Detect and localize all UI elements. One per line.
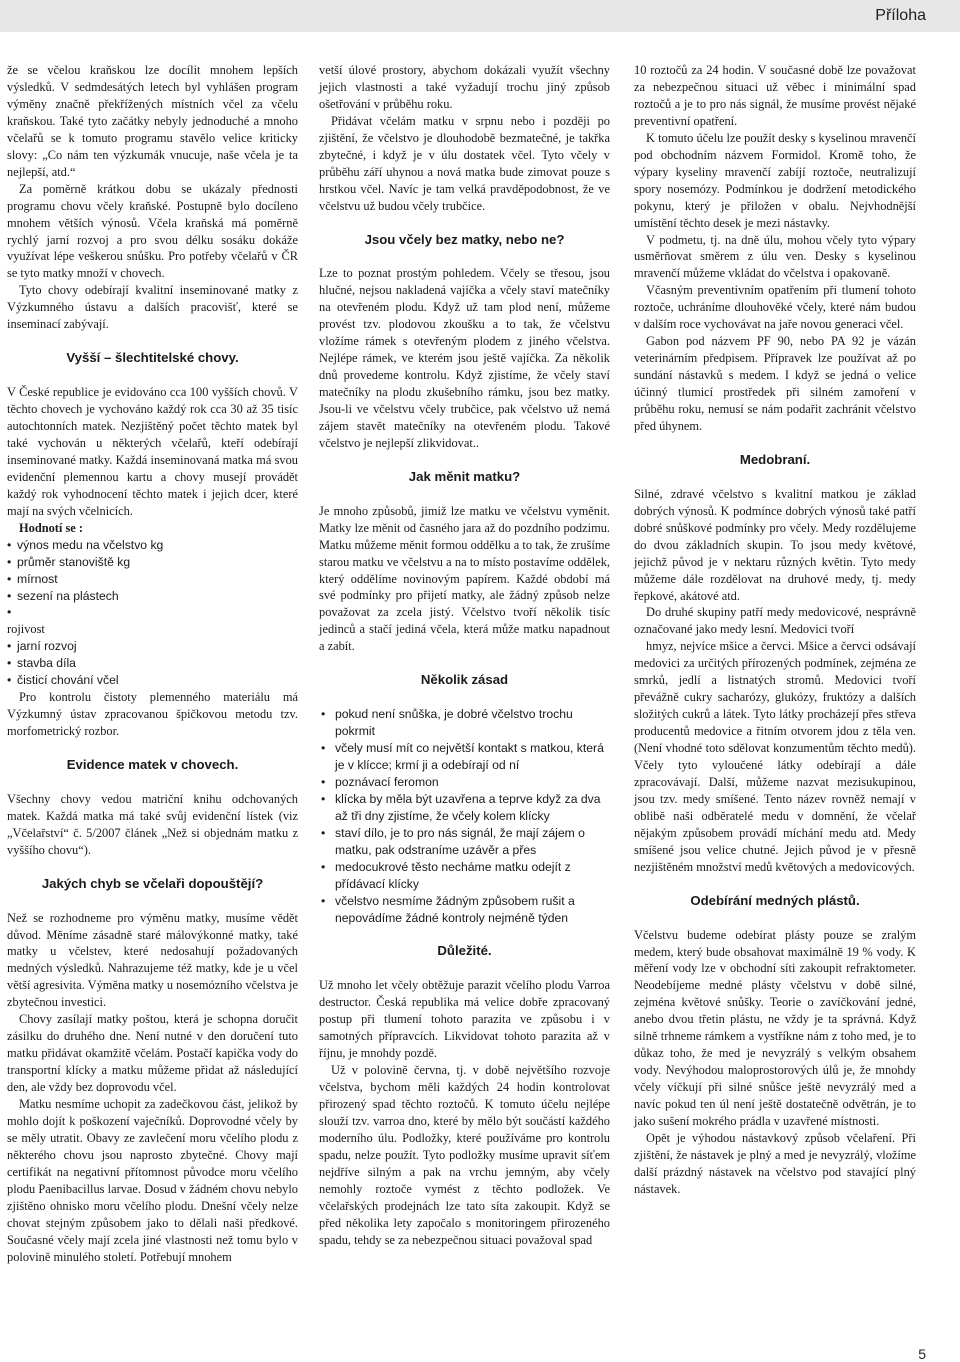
paragraph: Než se rozhodneme pro výměnu matky, musíme vědět důvod. Měníme zásadně staré málovýkonné matky, také matky u včelstev, které nedosahují požadovaných medných výsledků. Nahrazujeme též matky, kde je u včel větší agresivita. Výměna matky u nosemózního včelstva je zbytečnou investici. bbox=[7, 910, 298, 1010]
column-2 bbox=[319, 62, 610, 1249]
section-heading: Jsou včely bez matky, nebo ne? bbox=[364, 231, 565, 247]
section-heading: Evidence matek v chovech. bbox=[66, 757, 239, 773]
criteria-list-2 bbox=[7, 638, 298, 689]
section-heading: Odebírání medných plástů. bbox=[690, 892, 860, 908]
list-item: • poznávací feromon bbox=[319, 774, 610, 791]
section-heading: Vyšší – šlechtitelské chovy. bbox=[66, 350, 239, 366]
list-item: • jarní rozvoj bbox=[7, 638, 298, 655]
paragraph: že se včelou kraňskou lze docílit mnohem lepších výsledků. V sedmdesátých letech byl vyhlášen program výměny značně překřížených místních včel za včelu kraňskou. Také tyto začátky nebyly jednoduché a mnoho včelařů se k tomuto programu stavělo velice kriticky slovy: „Co nám ten výzkumák vnucuje, naše včela je ta nejlepší, atd.“ bbox=[7, 63, 298, 179]
paragraph: Pro kontrolu čistoty plemenného materiálu má Výzkumný ústav zpracovanou špičkovou metodu tzv. morfometrický rozbor. bbox=[7, 690, 298, 739]
paragraph: Už mnoho let včely obtěžuje parazit včelího plodu Varroa destructor. Česká republika má velice dobře zpracovaný postup při tlumení tohoto parazita ve způsobu i v samotných přípravcích. Likvidovat tohoto parazita až v říjnu, je mnohdy pozdě. bbox=[319, 978, 610, 1061]
list-item: • pokud není snůška, je dobré včelstvo trochu pokrmit bbox=[319, 706, 610, 740]
list-item: • medocukrové těsto necháme matku odejít z přídávací klícky bbox=[319, 859, 610, 893]
paragraph: Matku nesmíme uchopit za zadečkovou část, jelikož by mohlo dojít k poškození vaječníků. Doprovodné včely by se měly utratit. Obavy ze zavlečení moru včelího plodu z některého chovu jsou naprosto zbytečné. Chovy mají certifikát na negativní přítomnost původce moru včelího plodu Paenibacillus larvae. Dosud v žádném chovu nebylo zjištěno ohnisko moru včelího plodu. Dnešní včely nelze chovat stejným způsobem jako to dělali naši předkové. Současné včely mají zcela jiné vlastnosti než tomu bylo v polovině minulého století. Potřebují mnohem bbox=[7, 1097, 298, 1264]
criteria-label: Hodnotí se : bbox=[19, 520, 84, 535]
list-item: • výnos medu na včelstvo kg bbox=[7, 537, 298, 554]
list-item: • průměr stanoviště kg bbox=[7, 554, 298, 571]
paragraph: Všechny chovy vedou matriční knihu odchovaných matek. Každá matka má také svůj evidenční lístek (viz „Včelařství“ č. 5/2007 článek „Než si objednám matku z vyššího chovu“). bbox=[7, 791, 298, 857]
page-number: 5 bbox=[918, 1346, 926, 1362]
paragraph: Lze to poznat prostým pohledem. Včely se třesou, jsou hlučné, nejsou nakladená vajíčka a včely staví matečníky na otevřeném plodu. Když už tam plod není, můžeme provést tzv. plodovou zkoušku a to tak, že včelstvu vložíme rámek s otevřeným plodem z jiného včelstva. Nejlépe rámek, ve kterém jsou ještě vajíčka. Za několik dnů provedeme kontrolu. Když zjistíme, že včely staví matečníky na plodu zkušebního rámku, jsou bez matky. Jsou-li ve včelstvu včely trubčice, pak včelstvo už nemá zájem stavět matečníky na otevřeném plodu. Takové včelstvo je nejlepší zlikvidovat.. bbox=[319, 266, 610, 450]
paragraph: 10 roztočů za 24 hodin. V současné době lze považovat za nebezpečnou situaci už věbec i minimální spad roztočů a je to pro nás signál, že musíme provést nějaké preventivní opatření. bbox=[634, 63, 916, 128]
paragraph: Chovy zasílají matky poštou, která je schopna doručit zásilku do druhého dne. Není nutné v den doručení tuto matku přidávat okamžitě včelám. Postačí kapička vody do transportní klícky a matku můžeme přidat až následující den, ale vždy bez doprovodu včel. bbox=[7, 1012, 298, 1095]
principles-list bbox=[319, 706, 610, 926]
paragraph: Do druhé skupiny patří medy medovicové, nesprávně označované jako medy lesní. Medovici tvoří bbox=[634, 605, 916, 637]
list-item bbox=[7, 604, 298, 621]
list-item: • klícka by měla být uzavřena a teprve když za dva až tři dny zjistíme, že včely kolem klícky bbox=[319, 791, 610, 825]
paragraph: V České republice je evidováno cca 100 vyšších chovů. V těchto chovech je vychováno každý rok cca 30 až 35 tisíc autochtonních matek. Nezjištěný počet těchto matek byl také vychován u některých včelařů, kteří odebírají inseminované matky. Každá inseminovaná matka má svou evidenční plemennou kartu a chovy musejí provádět každý rok vyhodnocení těchto matek i jejich dcer, které mají na svých včelnicích. bbox=[7, 385, 298, 518]
paragraph: Je mnoho způsobů, jimiž lze matku ve včelstvu vyměnit. Matky lze měnit od časného jara až do pozdního podzimu. Matku můžeme měnit formou oddělku a to tak, že zrušíme starou matku ve včelstvu a na to místo postavíme oddělek, který oddělíme novinovým papírem. Každé období má své podmínky pro přijetí matky, ale žádný způsob nelze považovat za zcela jistý. Včelstvo tvoří několik tisíc jedinců a stačí jediná včela, která může matku napadnout a zabít. bbox=[319, 503, 610, 654]
section-heading: Jakých chyb se včelaři dopouštějí? bbox=[41, 875, 264, 891]
paragraph: vetší úlové prostory, abychom dokázali využít všechny jejich vlastnosti a také vyžadují trochu jiný způsob ošetřování v průběhu roku. bbox=[319, 63, 610, 111]
section-heading: Několik zásad bbox=[420, 672, 509, 688]
list-item: • čisticí chování včel bbox=[7, 672, 298, 689]
paragraph: K tomuto účelu lze použít desky s kyselinou mravenčí pod obchodním názvem Formidol. Kromě toho, že výpary kyseliny mravenčí zabíjí roztoče, neutralizují spory nosemózy. Podmínkou je dodržení metodického pokynu, který je přiložen v obalu. Nejvhodnější umístění těchto desek je mezi nástavky. bbox=[634, 130, 916, 230]
list-item: • včely musí mít co největší kontakt s matkou, která je v klícce; krmí ji a odebírají od ní bbox=[319, 740, 610, 774]
paragraph: Opět je výhodou nástavkový způsob včelaření. Při zjištění, že nástavek je plný a med je nevyzrálý, vložíme další prázdný nástavek na včelstvo pod stavající plný nástavek. bbox=[634, 1130, 916, 1196]
paragraph: Tyto chovy odebírají kvalitní inseminované matky z Výzkumného ústavu a dalších pracovišť, které se inseminací zabývají. bbox=[7, 283, 298, 332]
section-label: Příloha bbox=[875, 7, 926, 24]
paragraph: Gabon pod názvem PF 90, nebo PA 92 je vázán veterinárním předpisem. Přípravek lze používat až po sundání nástavků s medem. I když se jedná o velice účinný tlumicí prostředek při silném zamoření v průběhu roku, nemusí se nám podařit zachránit včelstvo před úhynem. bbox=[634, 334, 916, 434]
page-header-bar bbox=[0, 0, 960, 32]
paragraph: rojivost bbox=[7, 622, 45, 637]
criteria-list bbox=[7, 537, 298, 622]
section-heading: Důležité. bbox=[437, 943, 492, 959]
paragraph: V podmetu, tj. na dně úlu, mohou včely tyto výpary usměrňovat směrem z úlu ven. Desky s kyselinou mravenčí můžeme vkládat do včelstva i opakovaně. bbox=[634, 232, 916, 281]
paragraph: hmyz, nejvíce mšice a červci. Mšice a červci odsávají medovici za určitých přírozených podmínek, zejména ze smrků, jedlí a listnatých stromů. Medovici tvoří převážně cukry sacharózy, glukózy, fruktózy a dalších složitých cukrů a látek. Tyto látky procházejí přes střeva producentů medovice a řitním otvorem jdou z těla ven. (Není vhodné toto sdělovat konzumentům těchto medů). Včely tyto vyloučené látky odebírají a dále zpracovávají. Další, můžeme nazvat mezisukupinou, jsou tzv. medy smíšené. Tento název rovněž nemají v oblibě naši odběratelé medu v domnění, že včelař nějakým způsobem provádí míchání medu atd. Medy smíšené jsou velice chutné. Jejich původ je v přesně nezjištěném množství medů květových a medovicových. bbox=[634, 639, 916, 874]
section-heading: Medobraní. bbox=[739, 451, 811, 467]
paragraph: Včelstvu budeme odebírat plásty pouze se zralým medem, který bude obsahovat maximálně 19 % vody. K měření vody lze v obchodní síti zakoupit refraktometer. Neodebíjeme medné plásty včelstvu v době silné, zejména květové snůšky. Teorie o zavíčkování jedné, anebo dvou třetin plástu, ne vždy je ta správná. Když silně trhneme rámkem a vystříkne nám z toho med, je to důkaz toho, že med je nevyzrálý s velkým obsahem vody. Nevýhodou maloprostorových úlů je, že mnohdy včely víčkují při silné snůšce ještě nevyzrálý med a navíc pokud ten úl není ještě dostatečně odvětrán, je to jako sušení mokrého prádla v uzavřené místnosti. bbox=[634, 927, 916, 1129]
paragraph: Včasným preventivním opatřením při tlumení tohoto roztoče, uchráníme dlouhověké včely, které nám budou v dalším roce vychovávat na jaře novou generaci včel. bbox=[634, 283, 916, 332]
list-item: • sezení na plástech bbox=[7, 588, 298, 605]
list-item: • včelstvo nesmíme žádným způsobem rušit a nepovádíme žádné kontroly nejméně týden bbox=[319, 893, 610, 927]
paragraph: Přidávat včelám matku v srpnu nebo i později po zjištění, že včelstvo je dlouhodobě bezmatečné, je takřka zbytečné, i když je v úlu dostatek včel. Tyto včely v průběhu září uhynou a nová matka bude zimovat pouze s hrstkou včel. Navíc je tam velká pravděpodobnost, že ve včelstvu už budou včely trubčice. bbox=[319, 113, 610, 213]
list-item: • staví dílo, je to pro nás signál, že mají zájem o matku, pak odstraníme uzávěr a přes bbox=[319, 825, 610, 859]
column-3 bbox=[634, 62, 916, 1198]
column-1 bbox=[7, 62, 298, 1266]
list-item: • stavba díla bbox=[7, 655, 298, 672]
list-item: • mírnost bbox=[7, 571, 298, 588]
paragraph: Za poměrně krátkou dobu se ukázaly přednosti programu chovu včely kraňské. Postupně bylo docíleno mnohem větších výnosů. Včela kraňská má poměrně rychlý jarní rozvoj a pro svou délku sosáku dokáže využívat lépe veškerou snůšku. Pro potřeby včelařů v ČR se tyto matky množí v chovech. bbox=[7, 181, 298, 281]
paragraph: Silné, zdravé včelstvo s kvalitní matkou je základ dobrých výnosů. K podmínce dobrých výnosů také patří dobré snůškové podmínky pro včely. Medy rozdělujeme do dvou základních skupin. To jsou medy květové, jejichž původ je v nektaru různých květin. Tyto medy můžeme dále rozdělovat na druhové medy, tj. medy řepkové, akátové atd. bbox=[634, 486, 916, 603]
section-heading: Jak měnit matku? bbox=[408, 468, 521, 484]
paragraph: Už v polovině června, tj. v době největšího rozvoje včelstva, bychom měli každých 24 hodin kontrolovat přirozený spad těchto roztočů. K tomuto účelu nejlépe slouží tzv. varroa dno, které by mělo být součástí každého moderního úlu. Podložky, které používáme pro kontrolu spadu, nelze použít. Tyto podložky musíme upravit síťem nejdříve silným a pak na vrchu jemným, aby včely nemohly roztoče vymést z těchto podložek. Ve včelařských prodejnách lze tato síta zakoupit. Když se před několika lety započalo s monitoringem přirozeného spadu, tehdy se za nebezpečnou situaci považoval spad bbox=[319, 1063, 610, 1247]
